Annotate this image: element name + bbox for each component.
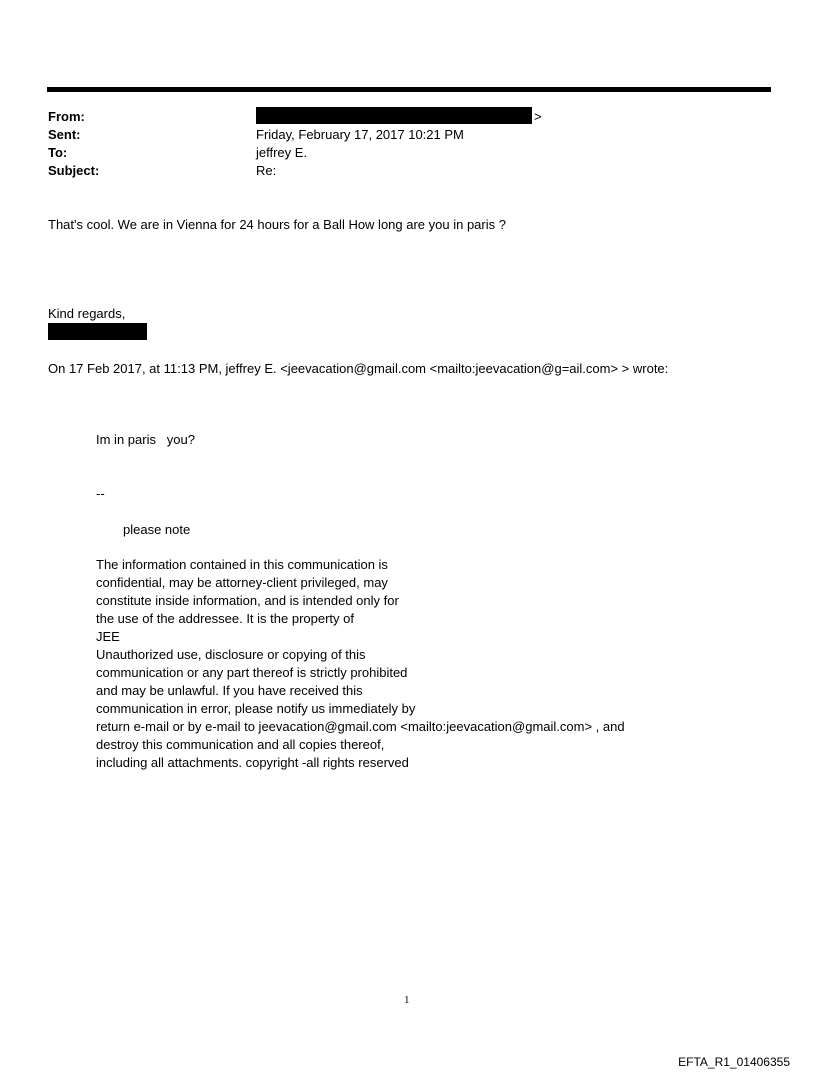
from-label: From: (48, 109, 85, 124)
message-text: That's cool. We are in Vienna for 24 hours for a Ball How long are you in paris ? (48, 217, 506, 232)
legal-line: constitute inside information, and is intended only for (96, 593, 399, 608)
quote-intro: On 17 Feb 2017, at 11:13 PM, jeffrey E. <jeevacation@gmail.com <mailto:jeevacation@g=ail.com> > wrote: (48, 361, 669, 376)
legal-line: The information contained in this communication is (96, 557, 388, 572)
legal-line: including all attachments. copyright -all rights reserved (96, 755, 409, 770)
legal-line: communication in error, please notify us immediately by (96, 701, 416, 716)
from-suffix: > (534, 109, 542, 124)
signoff-text: Kind regards, (48, 306, 126, 321)
legal-line: JEE (96, 629, 120, 644)
please-note-text: please note (123, 522, 191, 537)
legal-line: the use of the addressee. It is the property of (96, 611, 354, 626)
header-rule (47, 87, 771, 92)
redacted-sender (256, 107, 532, 124)
to-label: To: (48, 145, 68, 160)
page-number: 1 (404, 994, 410, 1006)
legal-line: communication or any part thereof is strictly prohibited (96, 665, 408, 680)
subject-value: Re: (256, 163, 277, 178)
sent-label: Sent: (48, 127, 81, 142)
legal-line: and may be unlawful. If you have received this (96, 683, 363, 698)
signature-separator: -- (96, 486, 105, 501)
to-value: jeffrey E. (256, 145, 308, 160)
redacted-signature (48, 323, 147, 340)
legal-line: destroy this communication and all copies thereof, (96, 737, 385, 752)
legal-line: confidential, may be attorney-client privileged, may (96, 575, 388, 590)
sent-value: Friday, February 17, 2017 10:21 PM (256, 127, 464, 142)
legal-disclaimer (96, 556, 625, 772)
quoted-message: Im in paris you? (96, 432, 195, 447)
legal-line: Unauthorized use, disclosure or copying of this (96, 647, 366, 662)
subject-label: Subject: (48, 163, 100, 178)
legal-line: return e-mail or by e-mail to jeevacation@gmail.com <mailto:jeevacation@gmail.com> , and (96, 719, 625, 734)
document-id: EFTA_R1_01406355 (678, 1055, 790, 1069)
